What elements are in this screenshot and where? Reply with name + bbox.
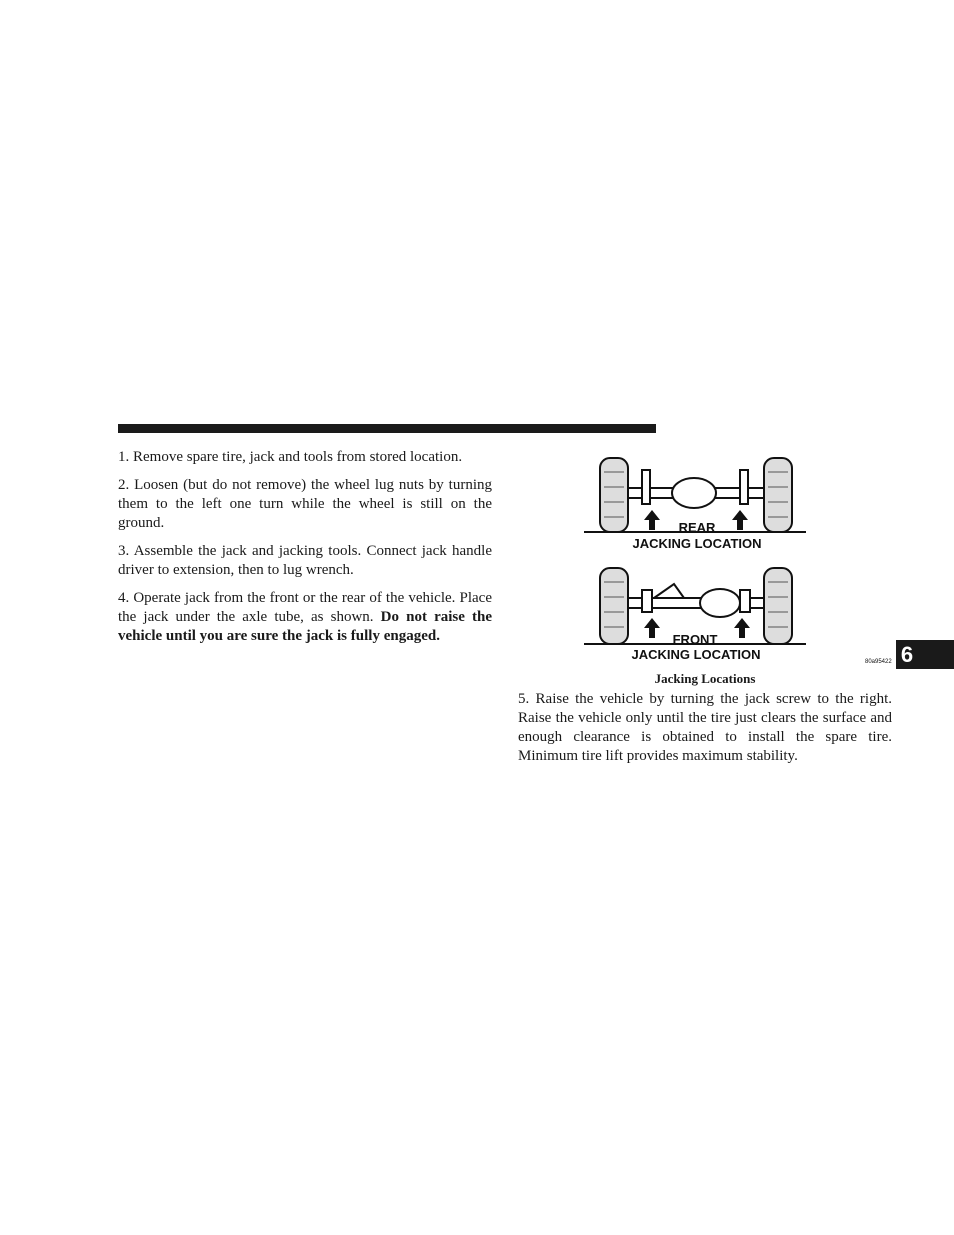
- front-right-arrow-icon: [734, 618, 750, 638]
- step-4: [118, 589, 492, 646]
- front-left-arrow-icon: [644, 618, 660, 638]
- step-4-warning: Do not raise the vehicle until you are sure the jack is fully engaged.: [118, 609, 492, 644]
- left-column: [118, 448, 492, 655]
- header-rule: [118, 424, 656, 433]
- front-axle-diagram: [584, 568, 806, 662]
- section-tab: [896, 640, 954, 669]
- step-1: 1. Remove spare tire, jack and tools from stored location.: [118, 449, 463, 465]
- right-column: [518, 690, 892, 766]
- step-3: 3. Assemble the jack and jacking tools. Connect jack handle driver to extension, then to lug wrench.: [118, 543, 492, 578]
- step-5: 5. Raise the vehicle by turning the jack screw to the right. Raise the vehicle only until the tire just clears the surface and enough clearance is obtained to install the spare tire. Minimum tire lift provides maximum stability.: [518, 691, 892, 764]
- figure-caption: Jacking Locations: [654, 671, 756, 686]
- rear-jacking-location-label: JACKING LOCATION: [632, 536, 762, 551]
- step-2: 2. Loosen (but do not remove) the wheel lug nuts by turning them to the left one turn while the wheel is still on the ground.: [118, 477, 492, 531]
- jacking-locations-figure: [584, 452, 894, 672]
- rear-right-arrow-icon: [732, 510, 748, 530]
- figure-code: 80a95422: [865, 659, 892, 665]
- step-4-text: 4. Operate jack from the front or the rear of the vehicle. Place the jack under the axle tube, as shown.: [118, 590, 492, 625]
- section-number: 6: [900, 642, 914, 667]
- front-label: FRONT: [672, 632, 718, 647]
- rear-label: REAR: [678, 520, 716, 535]
- front-jacking-location-label: JACKING LOCATION: [631, 647, 761, 662]
- rear-axle-diagram: [584, 458, 806, 551]
- rear-left-arrow-icon: [644, 510, 660, 530]
